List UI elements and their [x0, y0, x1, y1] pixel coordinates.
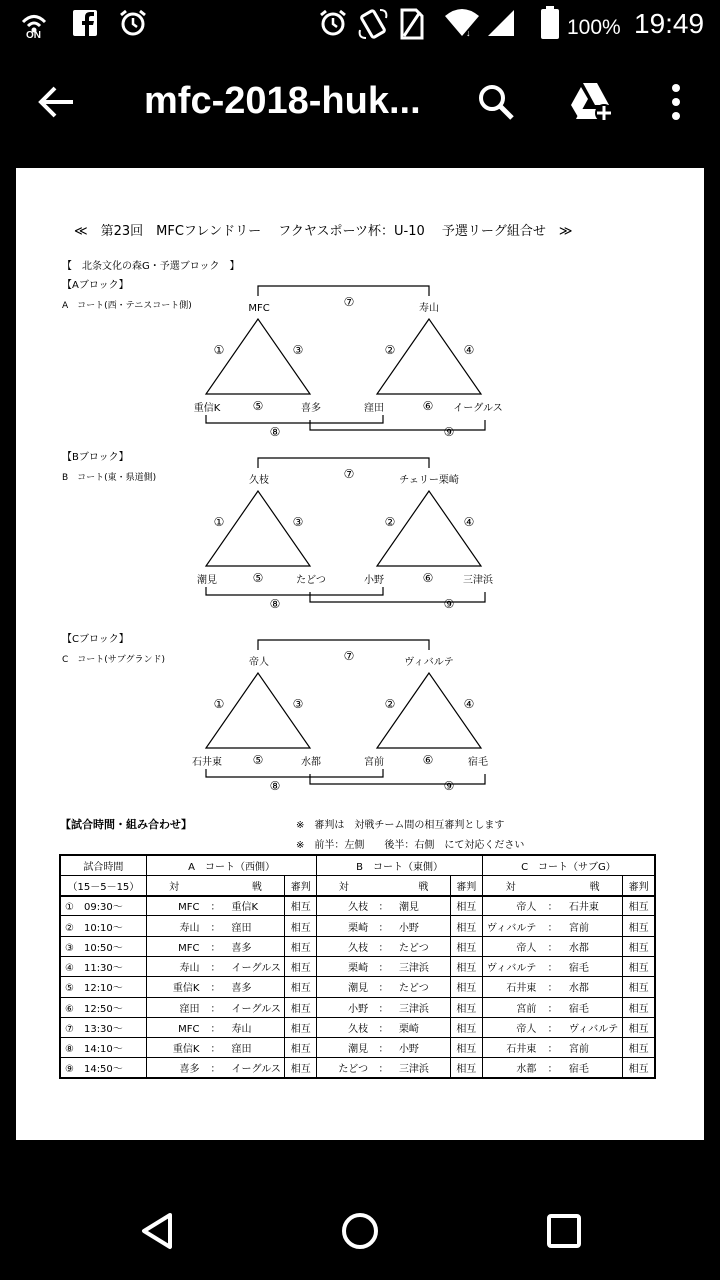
vs-separator: ：	[210, 983, 221, 995]
vs-separator: ：	[210, 902, 221, 914]
team-home: 寿山	[179, 963, 200, 975]
match-number: ⑧	[269, 597, 281, 611]
referee-cell: 相互	[623, 1038, 655, 1058]
wifi-icon	[444, 8, 480, 38]
match-number: ⑥	[422, 571, 434, 585]
team-label: ヴィバルテ	[404, 657, 454, 668]
header-match	[317, 875, 450, 895]
header-tai: 対	[338, 881, 349, 893]
back-button[interactable]	[20, 50, 92, 158]
team-away: たどつ	[398, 942, 429, 954]
vs-separator: ：	[378, 1064, 389, 1076]
vs-separator: ：	[547, 1003, 558, 1015]
match-pair	[482, 977, 622, 997]
vs-separator: ：	[210, 1044, 221, 1056]
block-a	[62, 279, 503, 439]
vs-separator: ：	[210, 942, 221, 954]
team-home: ヴィバルテ	[486, 922, 537, 934]
referee-cell: 相互	[450, 1038, 482, 1058]
referee-cell: 相互	[623, 916, 655, 936]
vs-separator: ：	[378, 902, 389, 914]
venue-heading: 【 北条文化の森G・予選ブロック 】	[62, 261, 240, 272]
team-away: 喜多	[231, 983, 252, 995]
link-line-9	[310, 774, 485, 784]
team-away: ヴィバルテ	[568, 1024, 619, 1036]
match-number: ⑦	[343, 649, 355, 663]
more-options-button[interactable]	[650, 50, 702, 158]
no-sim-icon	[400, 8, 424, 40]
match-pair	[146, 916, 284, 936]
team-away: 小野	[398, 922, 419, 934]
pdf-page[interactable]	[16, 168, 704, 1140]
match-number: ⑦	[343, 295, 355, 309]
vs-separator: ：	[547, 963, 558, 975]
header-sen: 戦	[418, 881, 429, 893]
match-pair	[146, 956, 284, 976]
team-label: 水都	[301, 757, 321, 768]
header-referee: 審判	[285, 875, 317, 895]
team-home: 石井東	[506, 983, 537, 995]
referee-cell: 相互	[450, 936, 482, 956]
team-label: イーグルス	[453, 403, 503, 414]
match-number: ⑧	[269, 779, 281, 793]
team-away: 窪田	[231, 1044, 252, 1056]
match-number: ⑨	[443, 779, 455, 793]
team-away: 潮見	[398, 902, 419, 914]
team-label: 宮前	[364, 757, 384, 768]
match-pair	[482, 1017, 622, 1037]
team-away: 宿毛	[568, 1064, 589, 1076]
vs-separator: ：	[547, 1064, 558, 1076]
referee-cell: 相互	[450, 997, 482, 1017]
team-away: 三津浜	[398, 963, 429, 975]
team-home: 帝人	[516, 942, 537, 954]
match-pair	[482, 916, 622, 936]
vs-separator: ：	[210, 922, 221, 934]
match-pair	[317, 916, 450, 936]
vs-separator: ：	[378, 942, 389, 954]
team-home: 帝人	[516, 902, 537, 914]
match-number: ③	[292, 697, 304, 711]
team-home: 潮見	[348, 1044, 369, 1056]
match-number: ②	[384, 343, 396, 357]
block-name: 【Aブロック】	[62, 280, 129, 291]
vs-separator: ：	[378, 963, 389, 975]
match-pair	[146, 977, 284, 997]
team-label: 窪田	[364, 403, 384, 414]
search-button[interactable]	[464, 50, 528, 158]
match-time: ⑨ 14:50～	[60, 1058, 146, 1078]
match-number: ⑥	[422, 753, 434, 767]
team-home: 小野	[348, 1003, 369, 1015]
match-number: ③	[292, 515, 304, 529]
vs-separator: ：	[378, 1024, 389, 1036]
match-number: ⑨	[443, 425, 455, 439]
team-away: 石井東	[568, 902, 599, 914]
team-home: 石井東	[506, 1044, 537, 1056]
note-halves: ※ 前半：左側 後半：右側 にて対応ください	[296, 840, 525, 851]
match-pair	[482, 896, 622, 916]
team-away: 三津浜	[398, 1003, 429, 1015]
referee-cell: 相互	[450, 896, 482, 916]
referee-cell: 相互	[623, 997, 655, 1017]
header-referee: 審判	[623, 875, 655, 895]
vs-separator: ：	[210, 1003, 221, 1015]
team-away: イーグルス	[231, 1003, 281, 1015]
match-pair	[317, 997, 450, 1017]
team-away: 喜多	[231, 942, 252, 954]
document-title: mfc-2018-huk...	[144, 80, 421, 122]
match-pair	[317, 1058, 450, 1078]
table-row	[60, 956, 655, 976]
link-line-8	[206, 587, 383, 595]
nav-home-icon	[340, 1211, 380, 1255]
match-number: ④	[463, 697, 475, 711]
match-pair	[146, 936, 284, 956]
vs-separator: ：	[547, 922, 558, 934]
team-label: 喜多	[301, 403, 321, 414]
team-home: 喜多	[179, 1064, 200, 1076]
team-home: 重信K	[172, 1044, 200, 1056]
rotate-icon	[358, 8, 388, 40]
block-name: 【Bブロック】	[62, 452, 129, 463]
header-time-sub: （15－5－15）	[60, 875, 146, 895]
team-home: 久枝	[348, 942, 369, 954]
referee-cell: 相互	[623, 956, 655, 976]
match-number: ①	[213, 697, 225, 711]
team-away: 宿毛	[568, 963, 589, 975]
match-pair	[146, 896, 284, 916]
battery-percent: 100%	[567, 16, 621, 39]
header-sen: 戦	[589, 881, 600, 893]
referee-cell: 相互	[623, 977, 655, 997]
table-row	[60, 977, 655, 997]
vs-separator: ：	[547, 983, 558, 995]
team-home: たどつ	[338, 1064, 369, 1076]
team-home: 潮見	[348, 983, 369, 995]
battery-icon	[540, 6, 560, 40]
vs-separator: ：	[547, 1024, 558, 1036]
team-label: 久枝	[249, 475, 269, 486]
match-pair	[317, 1017, 450, 1037]
vs-separator: ：	[378, 1003, 389, 1015]
team-away: 宮前	[568, 922, 589, 934]
block-court: C コート(サブグランド)	[62, 655, 166, 665]
match-number: ⑥	[422, 399, 434, 413]
team-home: 久枝	[348, 1024, 369, 1036]
match-time: ⑥ 12:50～	[60, 997, 146, 1017]
team-home: 窪田	[179, 1003, 200, 1015]
table-row	[60, 1038, 655, 1058]
table-row	[60, 1017, 655, 1037]
add-to-drive-button[interactable]	[560, 50, 624, 158]
doc-title: ≪ 第23回 MFCフレンドリー フクヤスポーツ杯：U-10 予選リーグ組合せ ≫	[74, 224, 573, 239]
vs-separator: ：	[378, 1044, 389, 1056]
match-number: ①	[213, 515, 225, 529]
header-court: C コート（サブG）	[482, 855, 655, 875]
match-time: ④ 11:30～	[60, 956, 146, 976]
signal-icon	[486, 8, 516, 38]
match-pair	[317, 1038, 450, 1058]
referee-cell: 相互	[450, 916, 482, 936]
header-sen: 戦	[251, 881, 262, 893]
wifi-calling-label: ON	[26, 30, 41, 41]
match-number: ⑤	[252, 571, 264, 585]
table-row	[60, 896, 655, 916]
match-pair	[146, 1038, 284, 1058]
schedule-heading: 【試合時間・組み合わせ】	[60, 818, 192, 831]
match-time: ⑤ 12:10～	[60, 977, 146, 997]
schedule-table	[59, 854, 656, 1079]
referee-cell: 相互	[623, 1017, 655, 1037]
team-away: 窪田	[231, 922, 252, 934]
header-referee: 審判	[450, 875, 482, 895]
match-number: ③	[292, 343, 304, 357]
nav-recents-button[interactable]	[524, 1200, 604, 1266]
status-bar	[0, 0, 720, 50]
drive-add-icon	[569, 81, 615, 127]
team-label: 潮見	[197, 575, 217, 586]
match-pair	[317, 896, 450, 916]
header-match	[482, 875, 622, 895]
team-label: MFC	[248, 303, 270, 314]
table-row	[60, 916, 655, 936]
team-away: 宿毛	[568, 1003, 589, 1015]
vs-separator: ：	[547, 1044, 558, 1056]
referee-cell: 相互	[285, 1038, 317, 1058]
block-court: B コート(東・県道側)	[62, 473, 157, 483]
referee-cell: 相互	[285, 1058, 317, 1078]
referee-cell: 相互	[285, 936, 317, 956]
header-tai: 対	[505, 881, 516, 893]
team-home: 栗崎	[348, 922, 369, 934]
svg-text:↓: ↓	[466, 28, 471, 38]
team-away: イーグルス	[231, 1064, 281, 1076]
nav-recents-icon	[546, 1213, 582, 1253]
match-pair	[317, 956, 450, 976]
note-referee: ※ 審判は 対戦チーム間の相互審判とします	[296, 820, 505, 831]
team-home: 久枝	[348, 902, 369, 914]
match-pair	[482, 936, 622, 956]
referee-cell: 相互	[450, 1017, 482, 1037]
match-pair	[482, 1058, 622, 1078]
team-home: MFC	[178, 1024, 200, 1036]
team-home: ヴィバルテ	[486, 963, 537, 975]
more-vert-icon	[671, 84, 681, 124]
team-label: 重信K	[193, 403, 221, 414]
facebook-icon	[72, 8, 98, 38]
match-time: ⑧ 14:10～	[60, 1038, 146, 1058]
match-pair	[482, 997, 622, 1017]
match-number: ④	[463, 343, 475, 357]
match-number: ②	[384, 697, 396, 711]
match-number: ⑤	[252, 753, 264, 767]
header-court: B コート（東側）	[317, 855, 483, 875]
team-away: 重信K	[231, 902, 259, 914]
alarm-icon	[318, 8, 348, 38]
header-court: A コート（西側）	[146, 855, 317, 875]
match-number: ⑤	[252, 399, 264, 413]
team-home: 寿山	[179, 922, 200, 934]
team-home: 栗崎	[348, 963, 369, 975]
team-home: 帝人	[516, 1024, 537, 1036]
status-time: 19:49	[634, 8, 705, 39]
vs-separator: ：	[547, 942, 558, 954]
team-away: 水都	[568, 942, 589, 954]
referee-cell: 相互	[623, 896, 655, 916]
match-pair	[146, 1058, 284, 1078]
referee-cell: 相互	[450, 1058, 482, 1078]
team-label: チェリー栗崎	[399, 475, 459, 486]
match-number: ⑨	[443, 597, 455, 611]
alarm-clock-icon	[118, 8, 148, 38]
header-match	[146, 875, 284, 895]
team-home: 重信K	[172, 983, 200, 995]
team-away: 三津浜	[398, 1064, 429, 1076]
vs-separator: ：	[210, 1024, 221, 1036]
header-time: 試合時間	[60, 855, 146, 875]
referee-cell: 相互	[623, 1058, 655, 1078]
table-row	[60, 1058, 655, 1078]
team-away: 水都	[568, 983, 589, 995]
table-row	[60, 936, 655, 956]
match-time: ① 09:30～	[60, 896, 146, 916]
team-away: 寿山	[231, 1024, 252, 1036]
team-away: 小野	[398, 1044, 419, 1056]
team-away: 栗崎	[398, 1024, 419, 1036]
referee-cell: 相互	[285, 997, 317, 1017]
block-court: A コート(西・テニスコート側)	[62, 301, 192, 311]
vs-separator: ：	[547, 902, 558, 914]
back-arrow-icon	[37, 85, 75, 123]
match-pair	[482, 1038, 622, 1058]
referee-cell: 相互	[285, 977, 317, 997]
vs-separator: ：	[210, 1064, 221, 1076]
navigation-bar	[0, 1186, 720, 1280]
match-number: ⑦	[343, 467, 355, 481]
link-line-8	[206, 769, 383, 777]
match-number: ②	[384, 515, 396, 529]
team-away: イーグルス	[231, 963, 281, 975]
team-label: 宿毛	[468, 757, 488, 768]
team-home: 水都	[516, 1064, 537, 1076]
referee-cell: 相互	[285, 916, 317, 936]
team-label: 寿山	[419, 303, 439, 314]
referee-cell: 相互	[285, 956, 317, 976]
referee-cell: 相互	[450, 956, 482, 976]
referee-cell: 相互	[285, 1017, 317, 1037]
match-pair	[146, 997, 284, 1017]
block-name: 【Cブロック】	[62, 634, 129, 645]
link-line-9	[310, 420, 485, 430]
team-label: 石井東	[192, 757, 222, 768]
match-time: ② 10:10～	[60, 916, 146, 936]
match-pair	[317, 977, 450, 997]
team-home: MFC	[178, 902, 200, 914]
block-b	[62, 451, 494, 611]
team-away: 宮前	[568, 1044, 589, 1056]
match-number: ⑧	[269, 425, 281, 439]
header-tai: 対	[169, 881, 180, 893]
link-line-8	[206, 415, 383, 423]
referee-cell: 相互	[285, 896, 317, 916]
match-pair	[482, 956, 622, 976]
link-line-9	[310, 592, 485, 602]
match-time: ⑦ 13:30～	[60, 1017, 146, 1037]
match-number: ①	[213, 343, 225, 357]
team-away: たどつ	[398, 983, 429, 995]
nav-home-button[interactable]	[320, 1200, 400, 1266]
block-c	[62, 633, 488, 793]
match-pair	[317, 936, 450, 956]
app-toolbar	[0, 50, 720, 162]
search-icon	[477, 83, 515, 125]
nav-back-button[interactable]	[116, 1200, 196, 1266]
match-pair	[146, 1017, 284, 1037]
vs-separator: ：	[378, 983, 389, 995]
vs-separator: ：	[210, 963, 221, 975]
team-home: MFC	[178, 942, 200, 954]
nav-back-icon	[138, 1211, 174, 1255]
table-row	[60, 997, 655, 1017]
team-label: 小野	[364, 575, 384, 586]
team-label: たどつ	[296, 575, 326, 586]
match-time: ③ 10:50～	[60, 936, 146, 956]
team-home: 宮前	[516, 1003, 537, 1015]
referee-cell: 相互	[450, 977, 482, 997]
match-number: ④	[463, 515, 475, 529]
referee-cell: 相互	[623, 936, 655, 956]
vs-separator: ：	[378, 922, 389, 934]
team-label: 三津浜	[463, 575, 493, 586]
team-label: 帝人	[249, 657, 269, 668]
